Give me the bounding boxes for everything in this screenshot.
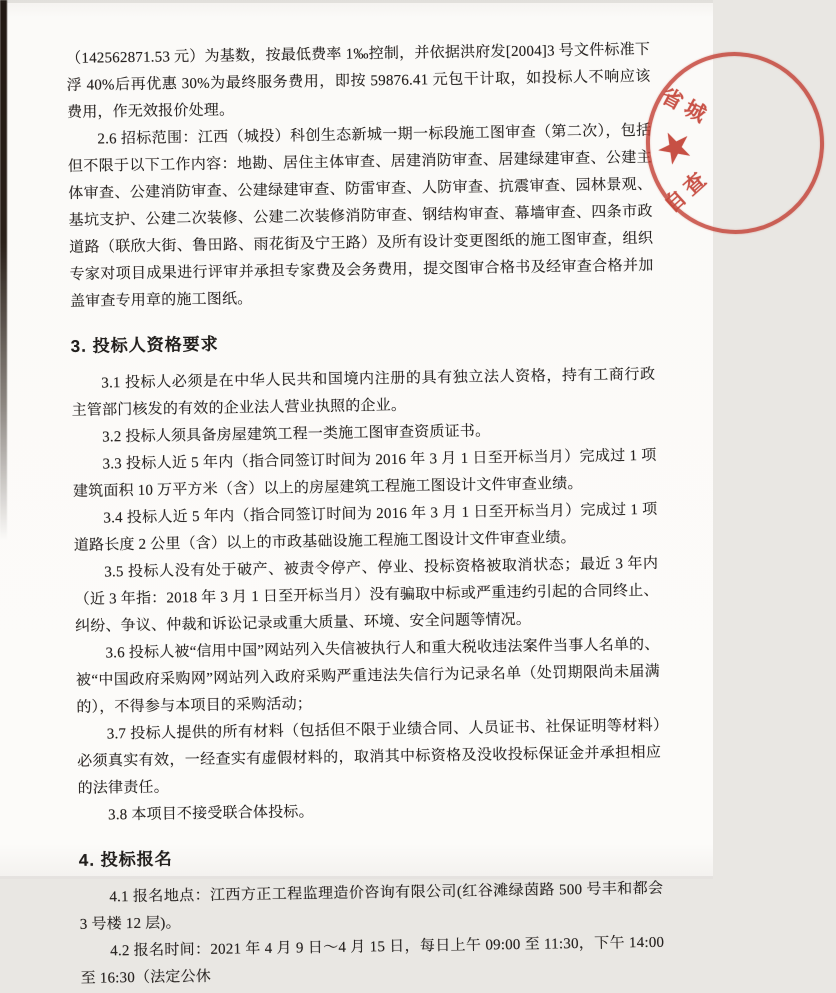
scan-edge-strip-left [0, 0, 7, 540]
document-body [66, 37, 665, 993]
clause-3-3: 3.3 投标人近 5 年内（指合同签订时间为 2016 年 3 月 1 日至开标当月）完成过 1 项建筑面积 10 万平方米（含）以上的房屋建筑工程施工图设计文件审查业绩。 [72, 447, 657, 500]
clause-3-5: 3.5 投标人没有处于破产、被责令停产、停业、投标资格被取消状态；最近 3 年内（近 3 年指：2018 年 3 月 1 日至开标当月）没有骗取中标或严重违约引起的合同终止、纠纷、争议、仲裁和诉讼记录或重大质量、环境、安全问题等情况。 [74, 555, 659, 635]
stamp-arc-text-bottom: 自查 [660, 165, 715, 218]
continuation-paragraph: （142562871.53 元）为基数，按最低费率 1‰控制，并依据洪府发[2004]3 号文件标准下浮 40%后再优惠 30%为最终服务费用，即按 59876.41 元包干计取，如投标人不响应该费用，作无效报价处理。 [66, 41, 651, 121]
clause-3-1: 3.1 投标人必须是在中华人民共和国境内注册的具有独立法人资格，持有工商行政主管部门核发的有效的企业法人营业执照的企业。 [71, 366, 656, 419]
official-seal-stamp [634, 40, 836, 245]
clause-2-6: 2.6 招标范围：江西（城投）科创生态新城一期一标段施工图审查（第二次），包括但不限于以下工作内容：地勘、居住主体审查、居建消防审查、居建绿建审查、公建主体审查、公建消防审查、公建绿建审查、防雷审查、人防审查、抗震审查、园林景观、基坑支护、公建二次装修、公建二次装修消防审查、钢结构审查、幕墙审查、四条市政道路（联欣大街、鲁田路、雨花街及宁王路）及所有设计变更图纸的施工图审查，组织专家对项目成果进行评审并承担专家费及会务费用，提交图审合格书及经审查合格并加盖审查专用章的施工图纸。 [67, 122, 654, 310]
clause-4-2: 4.2 报名时间：2021 年 4 月 9 日～4 月 15 日，每日上午 09:00 至 11:30，下午 14:00 至 16:30（法定公休 [80, 934, 665, 987]
star-icon: ★ [646, 116, 703, 178]
clause-3-2: 3.2 投标人须具备房屋建筑工程一类施工图审查资质证书。 [102, 423, 491, 446]
scan-edge-top [0, 0, 713, 3]
section-heading-3: 3. 投标人资格要求 [70, 334, 219, 356]
clause-3-8: 3.8 本项目不接受联合体投标。 [107, 804, 314, 824]
stamp-arc-text-top: 省城 [657, 84, 714, 130]
section-heading-4: 4. 投标报名 [78, 849, 173, 870]
clause-3-7: 3.7 投标人提供的所有材料（包括但不限于业绩合同、人员证书、社保证明等材料）必须真实有效，一经查实有虚假材料的，取消其中标资格及没收投标保证金并承担相应的法律责任。 [77, 717, 662, 797]
clause-3-6: 3.6 投标人被“信用中国”网站列入失信被执行人和重大税收违法案件当事人名单的、被“中国政府采购网”网站列入政府采购严重违法失信行为记录名单（处罚期限尚未届满的），不得参与本项目的采购活动； [75, 636, 661, 716]
clause-3-4: 3.4 投标人近 5 年内（指合同签订时间为 2016 年 3 月 1 日至开标当月）完成过 1 项道路长度 2 公里（含）以上的市政基础设施工程施工图设计文件审查业绩。 [73, 501, 658, 554]
clause-4-1: 4.1 报名地点：江西方正工程监理造价咨询有限公司(红谷滩绿茵路 500 号丰和都会 3 号楼 12 层)。 [79, 880, 664, 933]
